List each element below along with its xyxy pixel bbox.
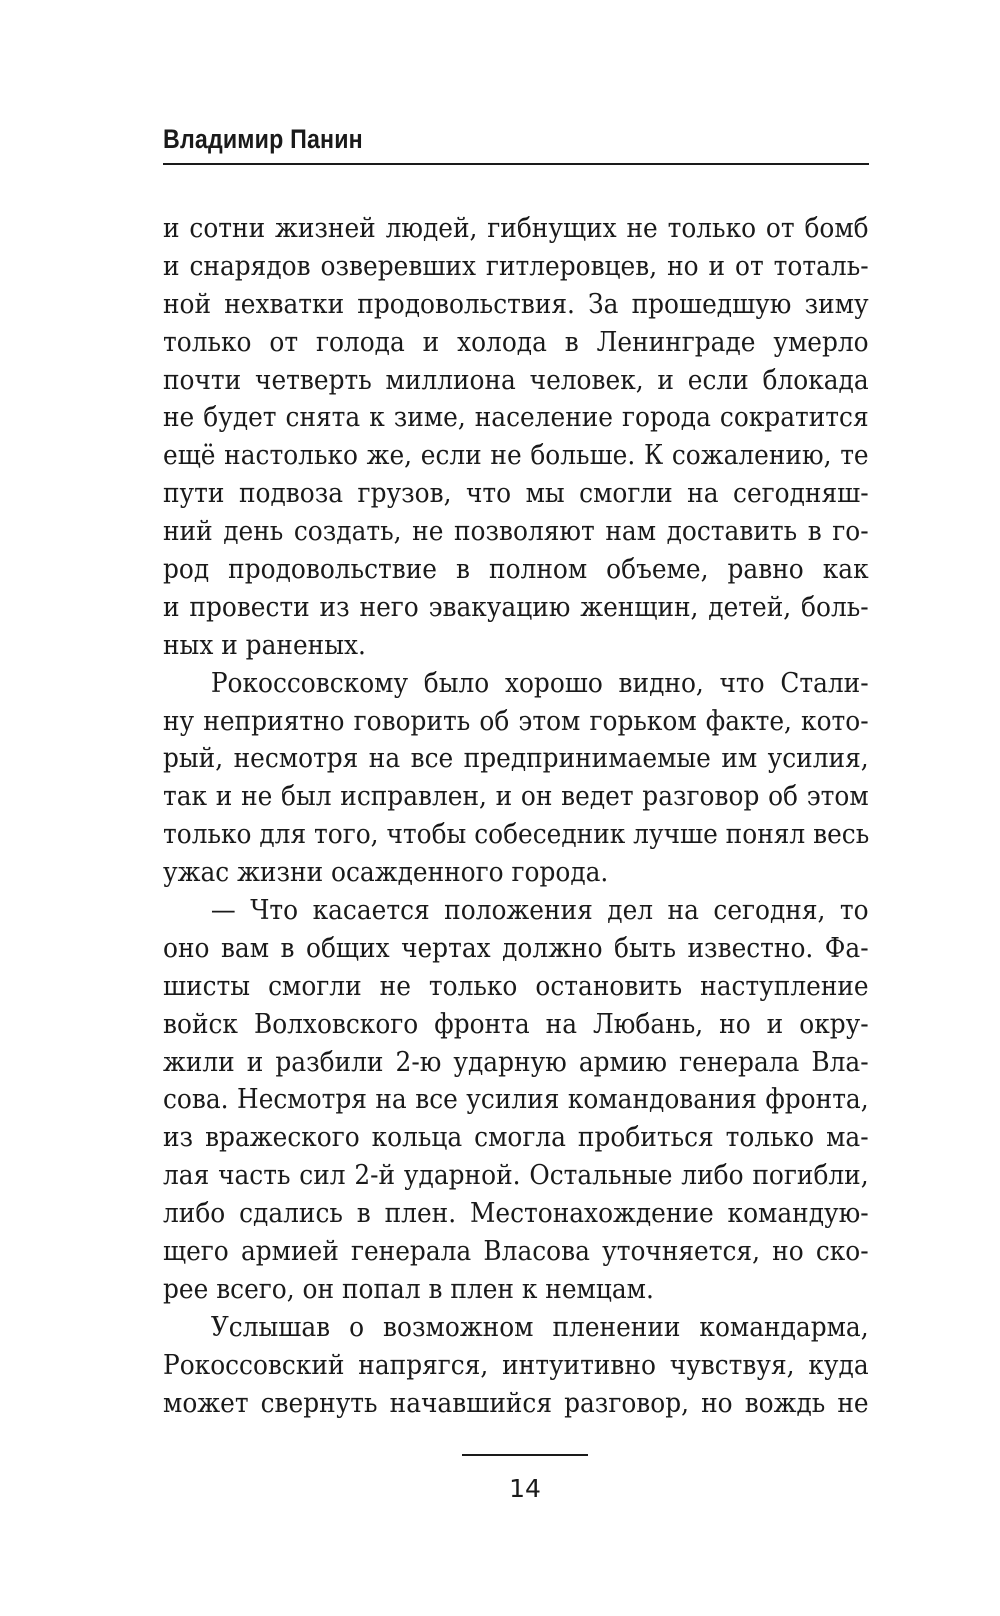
text-line: из вражеского кольца смогла пробиться только ма- <box>163 1122 869 1154</box>
text-line: почти четверть миллиона человек, и если блокада <box>163 364 869 396</box>
text-line: ной нехватки продовольствия. За прошедшую зиму <box>163 288 869 320</box>
text-line: ных и раненых. <box>163 629 366 661</box>
text-line: жили и разбили 2-ю ударную армию генерала Вла- <box>163 1046 869 1078</box>
text-line: шисты смогли не только остановить наступление <box>163 970 869 1002</box>
text-line: так и не был исправлен, и он ведет разговор об этом <box>163 781 869 813</box>
text-line: не будет снята к зиме, население города сократится <box>163 402 869 434</box>
text-line: либо сдались в плен. Местонахождение командую- <box>163 1198 869 1230</box>
folio-rule <box>462 1454 588 1456</box>
text-line: ний день создать, не позволяют нам доставить в го- <box>163 516 869 548</box>
text-line: только для того, чтобы собеседник лучше понял весь <box>163 819 870 851</box>
text-line: рый, несмотря на все предпринимаемые им усилия, <box>163 743 869 775</box>
text-line: ну неприятно говорить об этом горьком факте, кото- <box>163 705 869 737</box>
text-line: — Что касается положения дел на сегодня, то <box>210 895 869 927</box>
body-text <box>163 210 869 1423</box>
text-line: и провести из него эвакуацию женщин, детей, боль- <box>163 591 869 623</box>
text-line: ужас жизни осажденного города. <box>163 857 609 889</box>
text-line: Рокоссовский напрягся, интуитивно чувствуя, куда <box>163 1349 869 1381</box>
text-line: и сотни жизней людей, гибнущих не только от бомб <box>163 213 869 244</box>
page-number: 14 <box>509 1474 541 1503</box>
text-line: оно вам в общих чертах должно быть известно. Фа- <box>163 932 869 964</box>
text-line: и снарядов озверевших гитлеровцев, но и от тоталь- <box>163 250 869 282</box>
running-head-author: Владимир Панин <box>163 124 363 154</box>
text-line: Рокоссовскому было хорошо видно, что Стали- <box>210 667 869 699</box>
text-line: может свернуть начавшийся разговор, но вождь не <box>163 1387 869 1419</box>
text-line: лая часть сил 2-й ударной. Остальные либо погибли, <box>163 1160 869 1192</box>
text-line: войск Волховского фронта на Любань, но и окру- <box>163 1008 869 1040</box>
text-line: род продовольствие в полном объеме, равно как <box>163 554 869 586</box>
text-line: Услышав о возможном пленении командарма, <box>210 1311 869 1343</box>
text-line: пути подвоза грузов, что мы смогли на сегодняш- <box>163 478 869 510</box>
text-line: только от голода и холода в Ленинграде умерло <box>163 326 869 358</box>
text-line: сова. Несмотря на все усилия командования фронта, <box>163 1084 869 1116</box>
text-line: ещё настолько же, если не больше. К сожалению, те <box>163 440 869 472</box>
text-line: рее всего, он попал в плен к немцам. <box>163 1273 654 1305</box>
text-line: щего армией генерала Власова уточняется, но ско- <box>163 1236 869 1268</box>
header-rule <box>163 163 869 165</box>
